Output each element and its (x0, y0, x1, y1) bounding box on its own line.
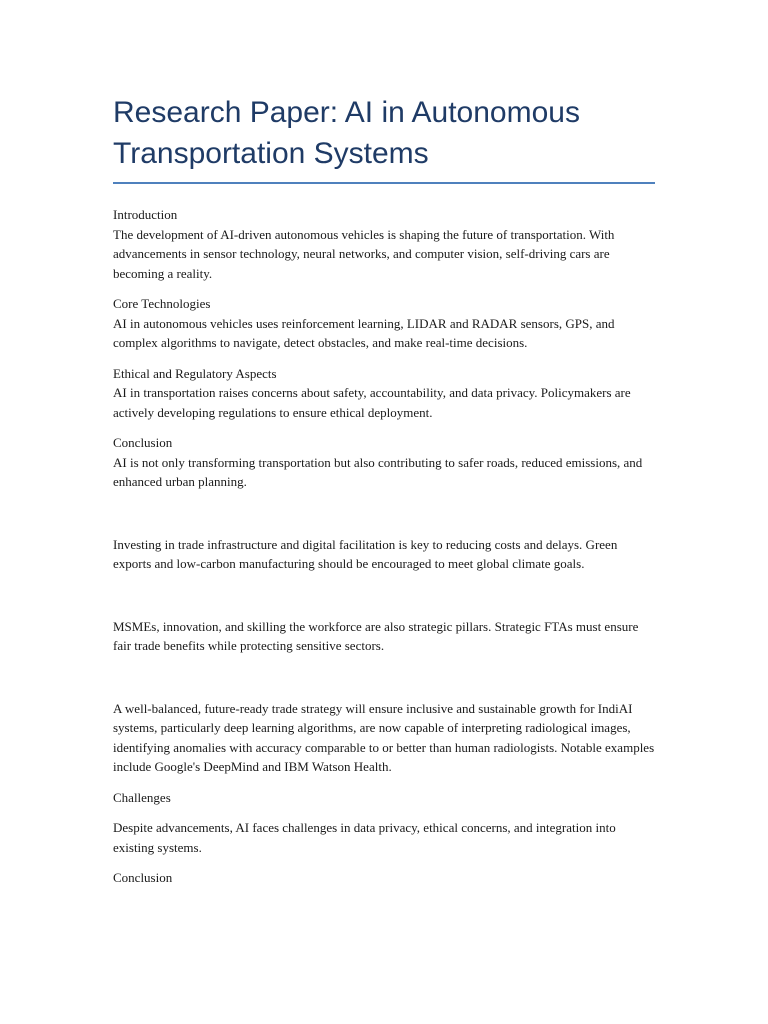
section-introduction (113, 205, 655, 283)
section-text: The development of AI-driven autonomous vehicles is shaping the future of transportation. With advancements in sensor technology, neural networks, and computer vision, self-driving cars are becoming a reality. (113, 226, 615, 281)
paragraph-text: A well-balanced, future-ready trade strategy will ensure inclusive and sustainable growth for IndiAI systems, particularly deep learning algorithms, are now capable of interpreting radiological images, identifying anomalies with accuracy comparable to or better than human radiologists. Notable examples include Google's DeepMind and IBM Watson Health. (113, 700, 655, 774)
section-heading: Introduction (113, 207, 178, 222)
paragraph-text: MSMEs, innovation, and skilling the workforce are also strategic pillars. Strategic FTAs must ensure fair trade benefits while protecting sensitive sectors. (113, 618, 639, 653)
blank-space (113, 585, 655, 617)
challenges-heading-block (113, 788, 655, 808)
section-text: AI in autonomous vehicles uses reinforcement learning, LIDAR and RADAR sensors, GPS, and complex algorithms to navigate, detect obstacles, and make real-time decisions. (113, 315, 615, 350)
section-ethical-regulatory (113, 364, 655, 423)
section-core-technologies (113, 294, 655, 353)
paragraph-trade-strategy (113, 699, 655, 777)
paragraph-trade-infrastructure (113, 535, 655, 574)
paragraph-msmes (113, 617, 655, 656)
section-heading: Core Technologies (113, 296, 211, 311)
final-conclusion-heading: Conclusion (113, 870, 173, 885)
challenges-text: Despite advancements, AI faces challenges in data privacy, ethical concerns, and integration into existing systems. (113, 820, 616, 855)
blank-space (113, 503, 655, 535)
challenges-heading: Challenges (113, 789, 171, 805)
final-heading-block (113, 868, 655, 888)
document-title: Research Paper: AI in Autonomous Transportation Systems (113, 92, 655, 184)
document-body (113, 205, 655, 888)
section-heading: Ethical and Regulatory Aspects (113, 365, 277, 381)
blank-space (113, 667, 655, 699)
document-page (113, 92, 655, 899)
section-conclusion (113, 433, 655, 492)
section-text: AI in transportation raises concerns about safety, accountability, and data privacy. Policymakers are actively developing regulations to ensure ethical deployment. (113, 385, 631, 420)
section-heading: Conclusion (113, 435, 173, 450)
section-text: AI is not only transforming transportation but also contributing to safer roads, reduced emissions, and enhanced urban planning. (113, 454, 643, 489)
paragraph-text: Investing in trade infrastructure and digital facilitation is key to reducing costs and delays. Green exports and low-carbon manufacturing should be encouraged to meet global climate goals. (113, 536, 618, 571)
challenges-text-block (113, 818, 655, 857)
